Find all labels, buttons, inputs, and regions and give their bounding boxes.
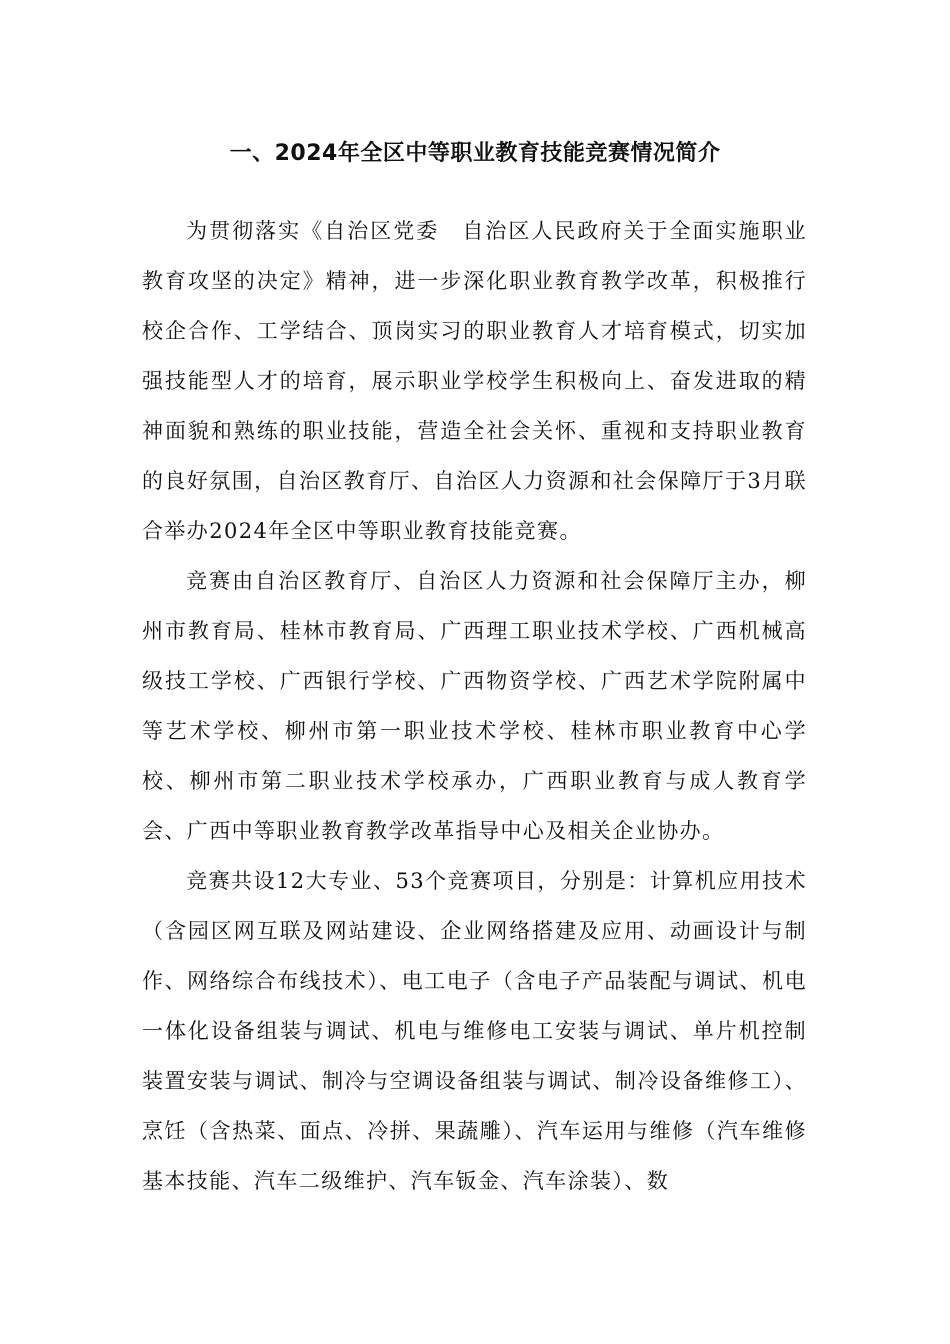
document-title: 一、2024年全区中等职业教育技能竞赛情况简介 — [229, 141, 721, 166]
paragraph-purpose: 为贯彻落实《自治区党委 自治区人民政府关于全面实施职业教育攻坚的决定》精神，进一步深化职业教育教学改革，积极推行校企合作、工学结合、顶岗实习的职业教育人才培育模式，切实加强技能型人才的培育，展示职业学校学生积极向上、奋发进取的精神面貌和熟练的职业技能，营造全社会关怀、重视和支持职业教育的良好氛围，自治区教育厅、自治区人力资源和社会保障厅于3月联合举办2024年全区中等职业教育技能竞赛。 — [142, 219, 807, 543]
paragraph-organizers: 竞赛由自治区教育厅、自治区人力资源和社会保障厅主办，柳州市教育局、桂林市教育局、广西理工职业技术学校、广西机械高级技工学校、广西银行学校、广西物资学校、广西艺术学院附属中等艺术学校、柳州市第一职业技术学校、桂林市职业教育中心学校、柳州市第二职业技术学校承办，广西职业教育与成人教育学会、广西中等职业教育教学改革指导中心及相关企业协办。 — [142, 569, 807, 843]
document-body — [142, 206, 807, 1206]
paragraph-events: 竞赛共设12大专业、53个竞赛项目，分别是：计算机应用技术（含园区网互联及网站建设、企业网络搭建及应用、动画设计与制作、网络综合布线技术）、电工电子（含电子产品装配与调试、机电一体化设备组装与调试、机电与维修电工安装与调试、单片机控制装置安装与调试、制冷与空调设备组装与调试、制冷设备维修工）、烹饪（含热菜、面点、冷拼、果蔬雕）、汽车运用与维修（汽车维修基本技能、汽车二级维护、汽车钣金、汽车涂装）、数 — [142, 869, 807, 1193]
